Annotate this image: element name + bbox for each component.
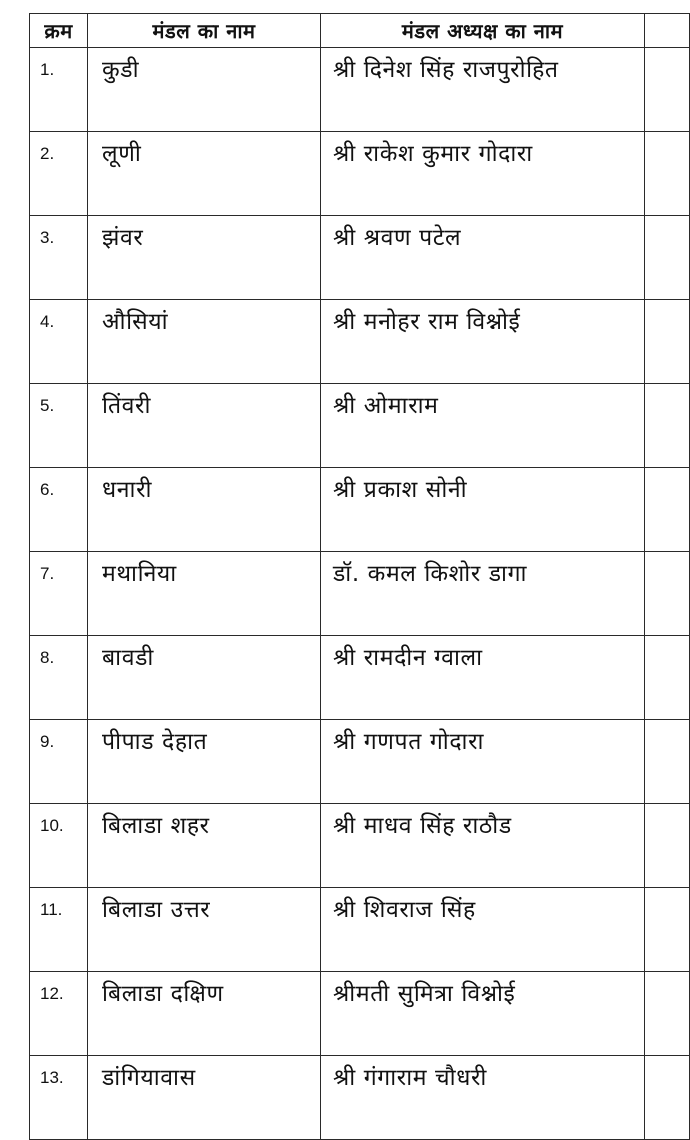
serial-cell: 8. [30,636,88,720]
serial-cell: 13. [30,1056,88,1140]
table-row [30,48,690,132]
table-row [30,552,690,636]
table-row [30,384,690,468]
header-cropped-column [645,14,690,48]
cropped-column-cell [645,636,690,720]
table-row [30,636,690,720]
table-header-row [30,14,690,48]
serial-cell: 4. [30,300,88,384]
table-row [30,888,690,972]
president-name-cell: श्री माधव सिंह राठौड [321,804,645,888]
serial-cell: 7. [30,552,88,636]
mandal-name-cell: डांगियावास [88,1056,321,1140]
cropped-column-cell [645,468,690,552]
table-row [30,216,690,300]
table-body [30,48,690,1140]
cropped-column-cell [645,384,690,468]
cropped-column-cell [645,552,690,636]
president-name-cell: श्री श्रवण पटेल [321,216,645,300]
mandal-name-cell: औसियां [88,300,321,384]
table-row [30,804,690,888]
serial-cell: 2. [30,132,88,216]
president-name-cell: श्री गणपत गोदारा [321,720,645,804]
president-name-cell: श्री राकेश कुमार गोदारा [321,132,645,216]
header-mandal-name: मंडल का नाम [88,14,321,48]
mandal-name-cell: बिलाडा शहर [88,804,321,888]
mandal-president-table [29,13,690,1140]
cropped-column-cell [645,720,690,804]
cropped-column-cell [645,888,690,972]
serial-cell: 12. [30,972,88,1056]
serial-cell: 3. [30,216,88,300]
table-row [30,1056,690,1140]
cropped-column-cell [645,48,690,132]
cropped-column-cell [645,972,690,1056]
president-name-cell: श्री दिनेश सिंह राजपुरोहित [321,48,645,132]
president-name-cell: डॉ. कमल किशोर डागा [321,552,645,636]
mandal-name-cell: मथानिया [88,552,321,636]
president-name-cell: श्री रामदीन ग्वाला [321,636,645,720]
cropped-column-cell [645,1056,690,1140]
mandal-name-cell: लूणी [88,132,321,216]
mandal-name-cell: कुडी [88,48,321,132]
president-name-cell: श्री प्रकाश सोनी [321,468,645,552]
cropped-column-cell [645,132,690,216]
mandal-name-cell: बिलाडा उत्तर [88,888,321,972]
mandal-name-cell: बिलाडा दक्षिण [88,972,321,1056]
cropped-column-cell [645,300,690,384]
table-row [30,468,690,552]
president-name-cell: श्री ओमाराम [321,384,645,468]
header-president-name: मंडल अध्यक्ष का नाम [321,14,645,48]
serial-cell: 10. [30,804,88,888]
president-name-cell: श्री मनोहर राम विश्नोई [321,300,645,384]
table-row [30,300,690,384]
cropped-column-cell [645,216,690,300]
serial-cell: 5. [30,384,88,468]
table-row [30,720,690,804]
serial-cell: 6. [30,468,88,552]
table-row [30,132,690,216]
mandal-name-cell: तिंवरी [88,384,321,468]
mandal-name-cell: झंवर [88,216,321,300]
mandal-name-cell: बावडी [88,636,321,720]
header-serial: क्रम [30,14,88,48]
president-name-cell: श्रीमती सुमित्रा विश्नोई [321,972,645,1056]
table-row [30,972,690,1056]
mandal-name-cell: पीपाड देहात [88,720,321,804]
serial-cell: 1. [30,48,88,132]
president-name-cell: श्री शिवराज सिंह [321,888,645,972]
mandal-name-cell: धनारी [88,468,321,552]
serial-cell: 11. [30,888,88,972]
president-name-cell: श्री गंगाराम चौधरी [321,1056,645,1140]
cropped-column-cell [645,804,690,888]
serial-cell: 9. [30,720,88,804]
